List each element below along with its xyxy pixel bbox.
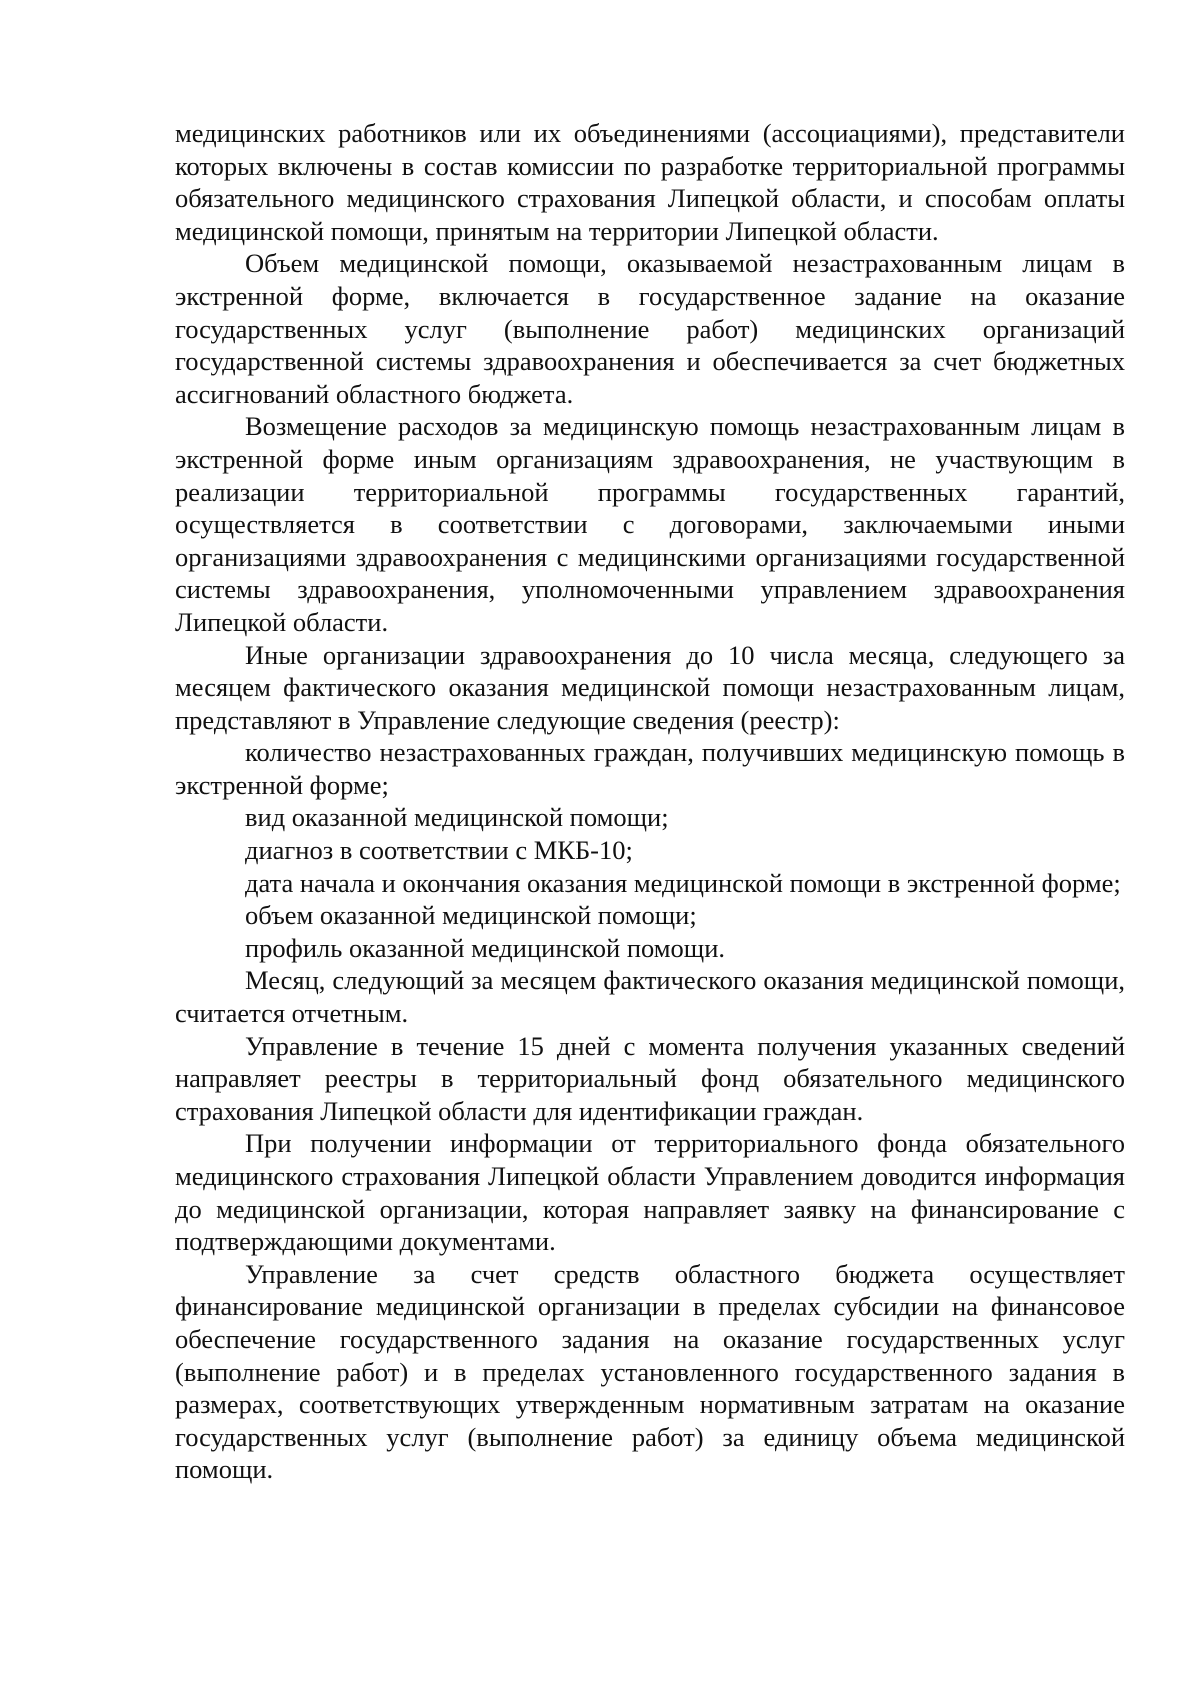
paragraph-reimbursement: Возмещение расходов за медицинскую помощь незастрахованным лицам в экстренной форме иным организациям здравоохранения, не участвующим в реализации территориальной программы государственных гарантий, осуществляется в соответствии с договорами, заключаемыми иными организациями здравоохранения с медицинскими организациями государственной системы здравоохранения, уполномоченными управлением здравоохранения Липецкой области.: [175, 411, 1125, 637]
list-item-diagnosis: диагноз в соответствии с МКБ-10;: [245, 835, 633, 866]
paragraph-financing: Управление за счет средств областного бюджета осуществляет финансирование медицинской организации в пределах субсидии на финансовое обеспечение государственного задания на оказание государственных услуг (выполнение работ) и в пределах установленного государственного задания в размерах, соответствующих утвержденным нормативным затратам на оказание государственных услуг (выполнение работ) за единицу объема медицинской помощи.: [175, 1258, 1125, 1485]
paragraph-fund-identification: Управление в течение 15 дней с момента получения указанных сведений направляет реестры в территориальный фонд обязательного медицинского страхования Липецкой области для идентификации граждан.: [175, 1030, 1125, 1126]
list-item-profile: профиль оказанной медицинской помощи.: [245, 932, 726, 963]
paragraph-registry-submission: Иные организации здравоохранения до 10 числа месяца, следующего за месяцем фактического оказания медицинской помощи незастрахованным лицам, представляют в Управление следующие сведения (реестр):: [175, 639, 1125, 735]
document-body: [175, 117, 1125, 1486]
list-item-type: вид оказанной медицинской помощи;: [245, 802, 669, 833]
paragraph-information-notice: При получении информации от территориального фонда обязательного медицинского страхования Липецкой области Управлением доводится информация до медицинской организации, которая направляет заявку на финансирование с подтверждающими документами.: [175, 1128, 1125, 1257]
list-item-dates: дата начала и окончания оказания медицинской помощи в экстренной форме;: [245, 867, 1121, 898]
list-item-count: количество незастрахованных граждан, получивших медицинскую помощь в экстренной форме;: [175, 737, 1125, 800]
paragraph-continuation: медицинских работников или их объединениями (ассоциациями), представители которых включены в состав комиссии по разработке территориальной программы обязательного медицинского страхования Липецкой области, и способам оплаты медицинской помощи, принятым на территории Липецкой области.: [175, 118, 1125, 246]
paragraph-reporting-month: Месяц, следующий за месяцем фактического оказания медицинской помощи, считается отчетным.: [175, 965, 1125, 1029]
list-item-volume: объем оказанной медицинской помощи;: [245, 900, 697, 931]
paragraph-emergency-volume: Объем медицинской помощи, оказываемой незастрахованным лицам в экстренной форме, включается в государственное задание на оказание государственных услуг (выполнение работ) медицинских организаций государственной системы здравоохранения и обеспечивается за счет бюджетных ассигнований областного бюджета.: [175, 248, 1125, 409]
